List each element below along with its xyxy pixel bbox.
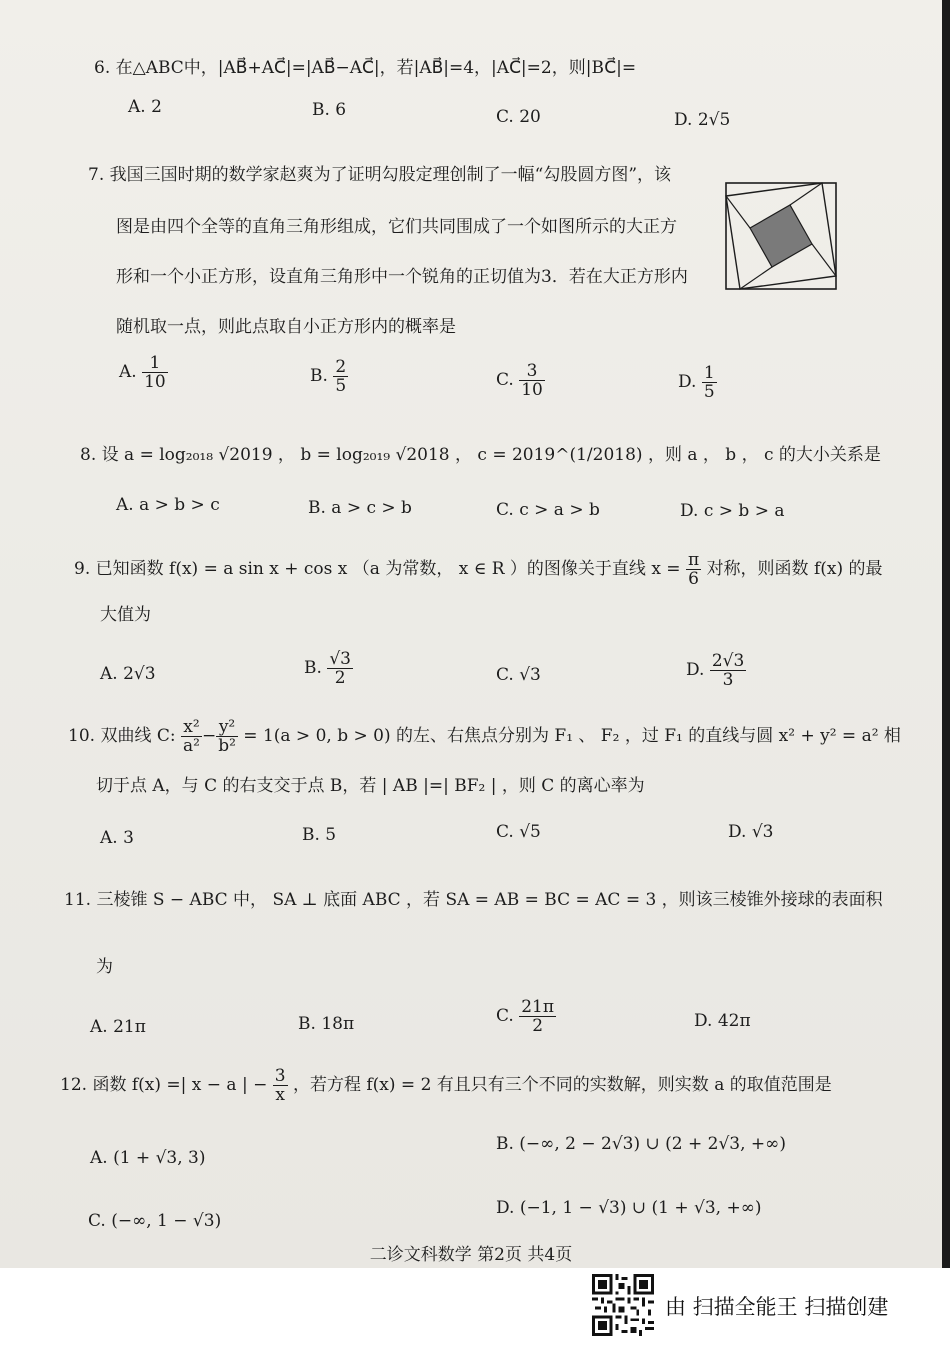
- fraction-numerator: 2√3: [711, 651, 745, 671]
- q9-option-a-label: A.: [100, 664, 118, 684]
- q8-option-c: C. c > a > b: [496, 500, 600, 520]
- q11-option-c: [496, 998, 556, 1035]
- q6-stem: 6. 在△ABC中，|AB⃗+AC⃗|=|AB⃗−AC⃗|，若|AB⃗|=4，|AC⃗|=2，则|BC⃗|=: [94, 58, 637, 78]
- q11-option-b-value: 18π: [321, 1014, 355, 1034]
- qr-code-icon: [592, 1274, 654, 1336]
- q7-option-a-fraction: [142, 354, 168, 391]
- q7-line-2: 图是由四个全等的直角三角形组成，它们共同围成了一个如图所示的大正方: [116, 217, 677, 237]
- fraction-numerator: 1: [703, 363, 715, 383]
- q9-option-b-fraction: [327, 650, 353, 687]
- q9-option-d: [686, 652, 746, 689]
- q9-pi-over-6: [686, 551, 701, 588]
- q9-option-a: [100, 663, 156, 685]
- q10-x-fraction: [181, 718, 202, 755]
- q10-option-c: C. √5: [496, 822, 541, 842]
- fraction-numerator: √3: [329, 649, 351, 669]
- q11-option-d-label: D.: [694, 1011, 713, 1031]
- fraction-denominator: b²: [218, 736, 236, 756]
- q6-option-b: B. 6: [312, 100, 347, 120]
- q11-option-c-fraction: [519, 998, 556, 1035]
- pythagoras-square-figure: [725, 182, 837, 290]
- q11-option-b: [298, 1013, 354, 1035]
- q8-option-d: D. c > b > a: [680, 501, 785, 521]
- q9-option-c: [496, 664, 541, 686]
- q8-option-b: B. a > c > b: [308, 498, 412, 518]
- q7-option-a-label: A.: [119, 362, 137, 382]
- q7-option-b: [310, 358, 348, 395]
- q9-option-b-label: B.: [304, 658, 322, 678]
- fraction-denominator: 2: [334, 668, 346, 688]
- q10-minus: −: [201, 726, 217, 746]
- q10-line-1-start: 10. 双曲线 C:: [68, 726, 176, 746]
- q8-option-a: A. a > b > c: [116, 495, 220, 515]
- q7-option-c-label: C.: [496, 370, 514, 390]
- fraction-denominator: 5: [335, 376, 347, 396]
- q10-option-b: B. 5: [302, 825, 337, 845]
- q7-line-1: 7. 我国三国时期的数学家赵爽为了证明勾股定理创制了一幅“勾股圆方图”，该: [88, 165, 672, 185]
- q9-option-d-label: D.: [686, 660, 705, 680]
- fraction-denominator: 3: [722, 670, 734, 690]
- q11-option-d-value: 42π: [717, 1011, 751, 1031]
- q6-option-c: C. 20: [496, 107, 541, 127]
- q10-line-2: 切于点 A，与 C 的右支交于点 B，若 | AB |=| BF₂ | ，则 C 的离心率为: [96, 776, 645, 796]
- fraction-numerator: 3: [519, 362, 545, 381]
- q7-option-d-fraction: [702, 364, 717, 401]
- q10-option-a: A. 3: [100, 828, 134, 848]
- q6-option-d: D. 2√5: [674, 110, 731, 130]
- q10-line-1-end: = 1(a > 0, b > 0) 的左、右焦点分别为 F₁ 、 F₂ ，过 F₁ 的直线与圆 x² + y² = a² 相: [243, 726, 901, 746]
- q9-option-a-value: 2√3: [123, 664, 156, 684]
- q12-option-d: D. (−1, 1 − √3) ∪ (1 + √3, +∞): [496, 1198, 762, 1218]
- fraction-denominator: 2: [532, 1016, 544, 1036]
- q7-option-d-label: D.: [678, 372, 697, 392]
- small-square: [750, 205, 812, 267]
- fraction-numerator: 1: [142, 354, 168, 373]
- q7-option-c-fraction: [519, 362, 545, 399]
- q12-line-1-end: ，若方程 f(x) = 2 有且只有三个不同的实数解，则实数 a 的取值范围是: [292, 1075, 832, 1095]
- fraction-numerator: 3: [274, 1066, 286, 1086]
- q7-option-c: [496, 362, 545, 399]
- fraction-denominator: x: [275, 1085, 285, 1105]
- q10-line-1: [68, 718, 901, 755]
- q12-three-over-x: [273, 1067, 288, 1104]
- fraction-denominator: a²: [182, 736, 200, 756]
- q11-option-a-value: 21π: [113, 1017, 146, 1037]
- q9-option-b: [304, 650, 353, 687]
- q10-y-fraction: [216, 718, 238, 755]
- q9-line-1-end: 对称，则函数 f(x) 的最: [706, 559, 883, 579]
- q9-option-c-value: √3: [519, 665, 541, 685]
- q12-line-1: [60, 1067, 832, 1104]
- q6-option-a: A. 2: [128, 97, 162, 117]
- q9-option-c-label: C.: [496, 665, 514, 685]
- q7-line-4: 随机取一点，则此点取自小正方形内的概率是: [116, 317, 456, 337]
- q9-option-d-fraction: [710, 652, 746, 689]
- fraction-numerator: x²: [181, 718, 202, 737]
- q8-stem: 8. 设 a = log₂₀₁₈ √2019 ， b = log₂₀₁₉ √2018 ， c = 2019^(1/2018) ，则 a ， b ， c 的大小关系是: [80, 445, 881, 465]
- scanner-watermark-text: 由 扫描全能王 扫描创建: [665, 1295, 889, 1319]
- page-footer: 二诊文科数学 第2页 共4页: [369, 1245, 573, 1265]
- q12-line-1-start: 12. 函数 f(x) =| x − a | −: [60, 1075, 268, 1095]
- fraction-denominator: 6: [688, 569, 699, 589]
- q11-line-1: 11. 三棱锥 S − ABC 中， SA ⊥ 底面 ABC ，若 SA = AB = BC = AC = 3 ，则该三棱锥外接球的表面积: [64, 890, 883, 910]
- q11-option-a: [90, 1016, 146, 1038]
- q7-option-a: [119, 354, 168, 391]
- q9-line-2: 大值为: [100, 605, 151, 625]
- fraction-numerator: y²: [216, 718, 238, 737]
- q9-line-1-start: 9. 已知函数 f(x) = a sin x + cos x （a 为常数， x ∈ R ）的图像关于直线 x =: [74, 559, 681, 579]
- q9-line-1: [74, 551, 883, 588]
- fraction-denominator: 5: [703, 382, 715, 402]
- scan-edge: [942, 0, 950, 1268]
- q11-line-2: 为: [96, 957, 113, 977]
- fraction-denominator: 10: [521, 380, 543, 400]
- q10-option-d: D. √3: [728, 822, 774, 842]
- fraction-numerator: 2: [335, 357, 347, 377]
- q12-option-b: B. (−∞, 2 − 2√3) ∪ (2 + 2√3, +∞): [496, 1134, 786, 1154]
- q7-option-b-fraction: [333, 358, 348, 395]
- q11-option-c-label: C.: [496, 1006, 514, 1026]
- q12-option-a: A. (1 + √3, 3): [90, 1148, 206, 1168]
- q7-line-3: 形和一个小正方形，设直角三角形中一个锐角的正切值为3．若在大正方形内: [116, 267, 688, 287]
- fraction-numerator: 21π: [521, 997, 555, 1017]
- fraction-denominator: 10: [144, 372, 166, 392]
- q11-option-d: [694, 1010, 751, 1032]
- q7-option-d: [678, 364, 717, 401]
- q11-option-a-label: A.: [90, 1017, 108, 1037]
- q11-option-b-label: B.: [298, 1014, 316, 1034]
- q7-option-b-label: B.: [310, 366, 328, 386]
- q12-option-c: C. (−∞, 1 − √3): [88, 1211, 222, 1231]
- fraction-numerator: π: [687, 550, 700, 570]
